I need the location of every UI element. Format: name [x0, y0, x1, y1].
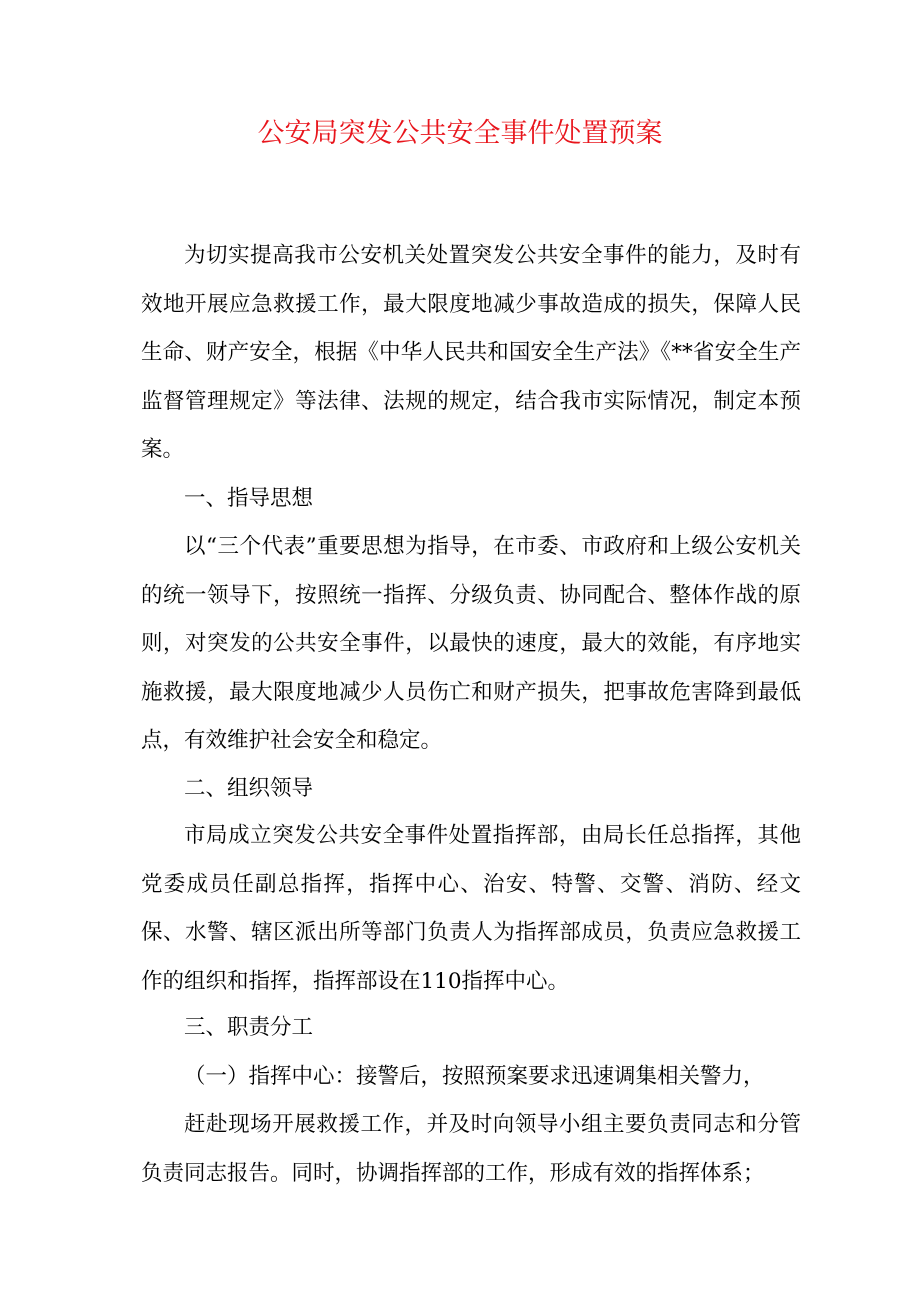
section-heading-guiding-ideology: 一、指导思想 — [184, 486, 314, 511]
section-body-duties: （一）指挥中心：接警后，按照预案要求迅速调集相关警力， — [184, 1064, 765, 1089]
section-body-organization: 市局成立突发公共安全事件处置指挥部，由局长任总指挥，其他党委成员任副总指挥，指挥中心、治安、特警、交警、消防、经文保、水警、辖区派出所等部门负责人为指挥部成员，负责应急救援工作的组织和指挥，指挥部设在110指挥中心。 — [141, 823, 801, 994]
document-title: 公安局突发公共安全事件处置预案 — [257, 118, 663, 149]
section-heading-duties: 三、职责分工 — [184, 1015, 314, 1040]
continuation-paragraph: 赶赴现场开展救援工作，并及时向领导小组主要负责同志和分管负责同志报告。同时，协调指挥部的工作，形成有效的指挥体系； — [141, 1112, 801, 1186]
intro-paragraph: 为切实提高我市公安机关处置突发公共安全事件的能力，及时有效地开展应急救援工作，最大限度地减少事故造成的损失，保障人民生命、财产安全，根据《中华人民共和国安全生产法》《**省安全生产监督管理规定》等法律、法规的规定，结合我市实际情况，制定本预案。 — [141, 243, 801, 462]
section-heading-organization: 二、组织领导 — [184, 776, 314, 801]
section-body-guiding-ideology: 以“三个代表”重要思想为指导，在市委、市政府和上级公安机关的统一领导下，按照统一指挥、分级负责、协同配合、整体作战的原则，对突发的公共安全事件，以最快的速度，最大的效能，有序地实施救援，最大限度地减少人员伤亡和财产损失，把事故危害降到最低点，有效维护社会安全和稳定。 — [141, 534, 801, 753]
